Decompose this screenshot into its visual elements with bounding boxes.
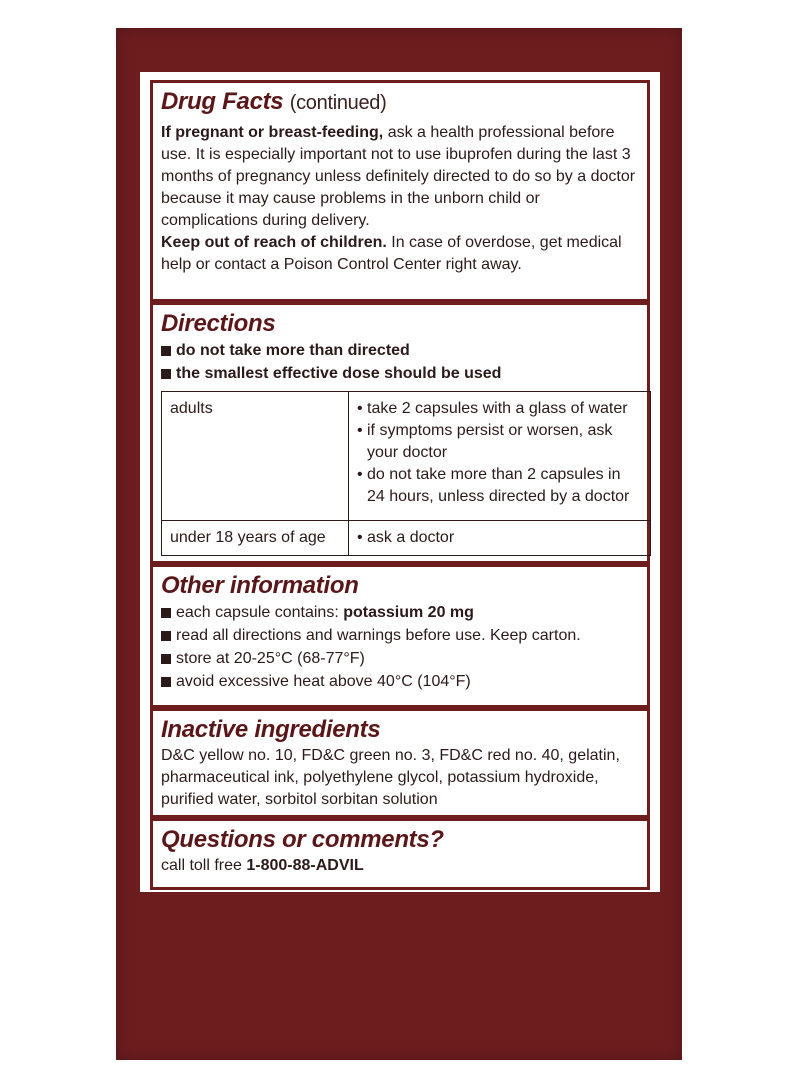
bullet-dot: •	[357, 400, 363, 417]
instruction-text: take 2 capsules with a glass of water	[367, 400, 628, 417]
pregnancy-warning-text: ask a health professional before use. It is especially important not to use ibuprofen during the last 3 months of pregnancy unless definitely directed to do so by a doctor because it may cause problems in the unborn child or complications during delivery.	[161, 124, 636, 229]
info-item-text: avoid excessive heat above 40°C (104°F)	[176, 673, 471, 690]
dosage-instructions	[349, 392, 651, 521]
directions-section	[150, 302, 650, 564]
pregnancy-warning-heading: If pregnant or breast-feeding,	[161, 124, 384, 141]
instruction-item	[357, 527, 642, 549]
phone-number: 1-800-88-ADVIL	[246, 857, 364, 874]
square-bullet-icon	[161, 608, 171, 618]
dosage-group: adults	[162, 392, 349, 521]
info-item	[161, 670, 639, 693]
drug-facts-title-text: Drug Facts	[161, 88, 284, 115]
pregnancy-warning	[161, 122, 639, 232]
instruction-text: ask a doctor	[367, 529, 455, 546]
dosage-group: under 18 years of age	[162, 521, 349, 556]
dosage-table	[161, 391, 651, 556]
instruction-text: if symptoms persist or worsen, ask your doctor	[367, 422, 613, 461]
potassium-content: potassium 20 mg	[343, 604, 474, 621]
info-item	[161, 624, 639, 647]
inactive-ingredients-text: D&C yellow no. 10, FD&C green no. 3, FD&C red no. 40, gelatin, pharmaceutical ink, polyethylene glycol, potassium hydroxide, purified water, sorbitol sorbitan solution	[161, 747, 620, 808]
info-item-text	[176, 601, 474, 624]
info-item-text-plain: each capsule contains:	[176, 604, 344, 621]
info-item-text: read all directions and warnings before use. Keep carton.	[176, 627, 581, 644]
dosage-instructions	[349, 521, 651, 556]
info-item-text: store at 20-25°C (68-77°F)	[176, 650, 365, 667]
square-bullet-icon	[161, 654, 171, 664]
keep-out-heading: Keep out of reach of children.	[161, 234, 387, 251]
inactive-ingredients-title: Inactive ingredients	[161, 716, 381, 743]
keep-out-text: In case of overdose, get medical help or contact a Poison Control Center right away.	[161, 234, 622, 273]
directions-bullet	[161, 362, 639, 385]
keep-out-of-reach-warning	[161, 232, 639, 276]
directions-bullet	[161, 339, 639, 362]
other-information-section	[150, 564, 650, 708]
toll-free-label: call toll free	[161, 857, 247, 874]
bullet-dot: •	[357, 529, 363, 546]
instruction-text: do not take more than 2 capsules in 24 hours, unless directed by a doctor	[367, 466, 630, 505]
info-item	[161, 647, 639, 670]
square-bullet-icon	[161, 631, 171, 641]
drug-facts-title	[161, 87, 639, 118]
drug-facts-label	[136, 68, 664, 896]
other-information-title: Other information	[161, 572, 359, 599]
directions-title: Directions	[161, 310, 276, 337]
instruction-item	[357, 420, 642, 464]
table-row	[162, 521, 651, 556]
directions-bullet-text: do not take more than directed	[176, 342, 410, 359]
inactive-ingredients-section	[150, 708, 650, 818]
info-item	[161, 601, 639, 624]
instruction-item	[357, 398, 642, 420]
directions-bullet-text: the smallest effective dose should be used	[176, 365, 502, 382]
toll-free-line	[161, 855, 639, 877]
drug-facts-title-suffix: (continued)	[289, 92, 387, 114]
instruction-item	[357, 464, 642, 508]
bullet-dot: •	[357, 466, 363, 483]
square-bullet-icon	[161, 369, 171, 379]
square-bullet-icon	[161, 346, 171, 356]
drug-facts-continued-section	[150, 80, 650, 302]
table-row	[162, 392, 651, 521]
square-bullet-icon	[161, 677, 171, 687]
bullet-dot: •	[357, 422, 363, 439]
questions-title: Questions or comments?	[161, 826, 444, 853]
questions-section	[150, 818, 650, 890]
